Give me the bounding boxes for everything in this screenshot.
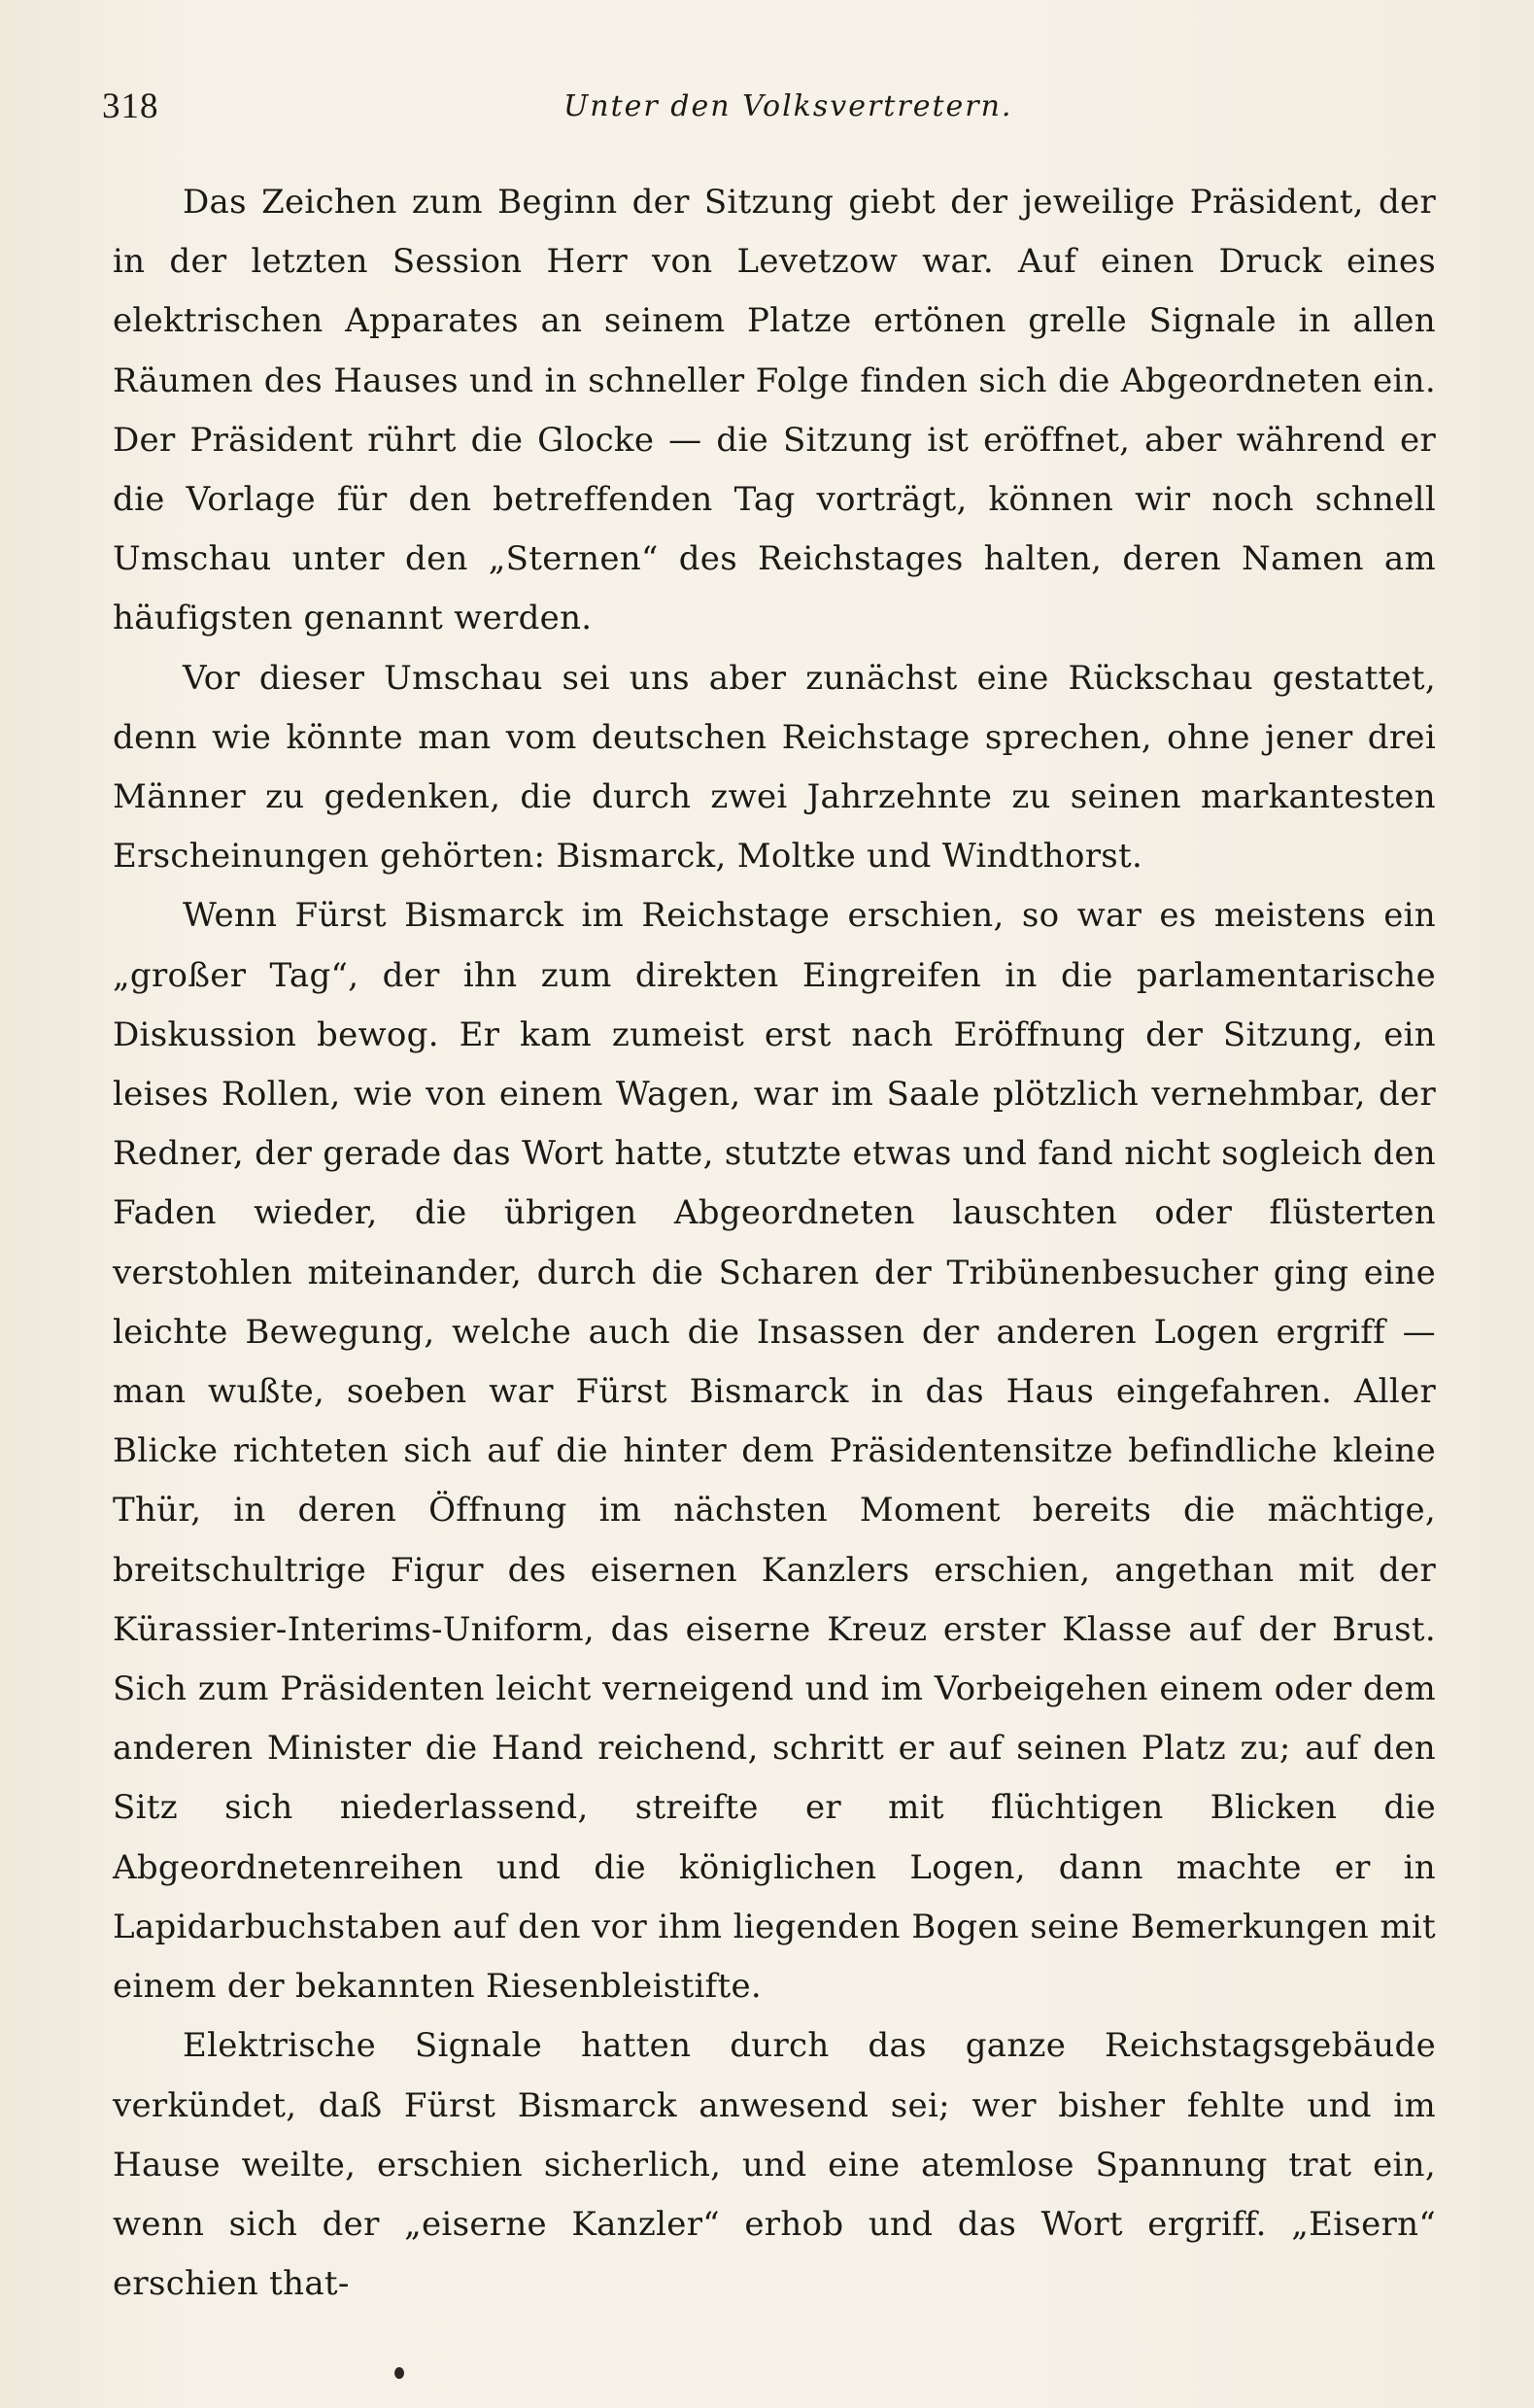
running-head: Unter den Volksvertretern. (563, 89, 1013, 123)
paragraph: Vor dieser Umschau sei uns aber zunächst eine Rückschau gestattet, denn wie könnte man vom deutschen Reichstage sprechen, ohne jener drei Männer zu gedenken, die durch zwei Jahrzehnte zu seinen markantesten Erscheinungen gehörten: Bismarck, Moltke und Windthorst. (113, 658, 1436, 877)
body-text (113, 173, 1436, 2314)
paragraph: Elektrische Signale hatten durch das ganze Reichstagsgebäude verkündet, daß Fürst Bismarck anwesend sei; wer bisher fehlte und im Hause weilte, erschien sicherlich, und eine atemlose Spannung trat ein, wenn sich der „eiserne Kanzler“ erhob und das Wort ergriff. „Eisern“ erschien that- (113, 2026, 1436, 2304)
page-number: 318 (102, 86, 159, 126)
paragraph: Wenn Fürst Bismarck im Reichstage erschien, so war es meistens ein „großer Tag“, der ihn zum direkten Eingreifen in die parlamentarische Diskussion bewog. Er kam zumeist erst nach Eröffnung der Sitzung, ein leises Rollen, wie von einem Wagen, war im Saale plötzlich vernehmbar, der Redner, der gerade das Wort hatte, stutzte etwas und fand nicht sogleich den Faden wieder, die übrigen Abgeordneten lauschten oder flüsterten verstohlen miteinander, durch die Scharen der Tribünenbesucher ging eine leichte Bewegung, welche auch die Insassen der anderen Logen ergriff — man wußte, soeben war Fürst Bismarck in das Haus eingefahren. Aller Blicke richteten sich auf die hinter dem Präsidentensitze befindliche kleine Thür, in deren Öffnung im nächsten Moment bereits die mächtige, breitschultrige Figur des eisernen Kanzlers erschien, angethan mit der Kürassier-Interims-Uniform, das eiserne Kreuz erster Klasse auf der Brust. Sich zum Präsidenten leicht verneigend und im Vorbeigehen einem oder dem anderen Minister die Hand reichend, schritt er auf seinen Platz zu; auf den Sitz sich niederlassend, streifte er mit flüchtigen Blicken die Abgeordnetenreihen und die königlichen Logen, dann machte er in Lapidarbuchstaben auf den vor ihm liegenden Bogen seine Bemerkungen mit einem der bekannten Riesenbleistifte. (113, 896, 1436, 2007)
page-header (102, 86, 1443, 132)
ink-dot (394, 2367, 404, 2379)
paragraph: Das Zeichen zum Beginn der Sitzung giebt der jeweilige Präsident, der in der letzten Session Herr von Levetzow war. Auf einen Druck eines elektrischen Apparates an seinem Platze ertönen grelle Signale in allen Räumen des Hauses und in schneller Folge finden sich die Abgeordneten ein. Der Präsident rührt die Glocke — die Sitzung ist eröffnet, aber während er die Vorlage für den betreffenden Tag vorträgt, können wir noch schnell Umschau unter den „Sternen“ des Reichstages halten, deren Namen am häufigsten genannt werden. (113, 183, 1436, 638)
